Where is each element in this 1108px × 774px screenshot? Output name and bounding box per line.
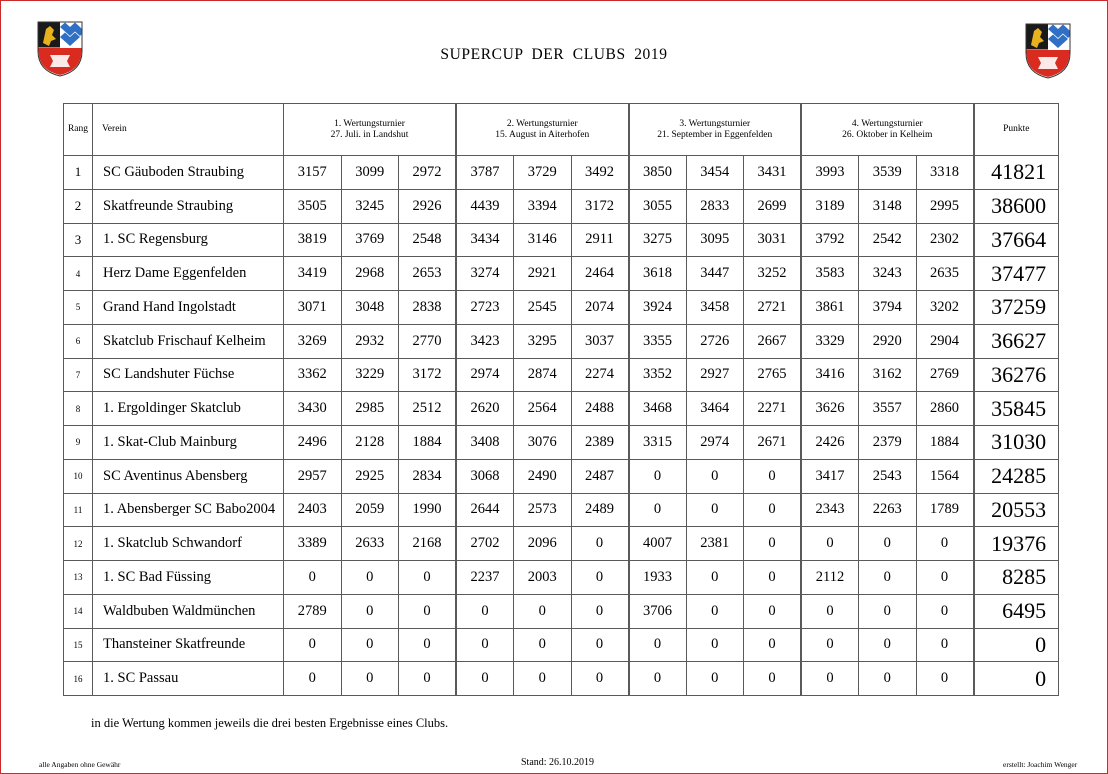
score-cell: 3329	[801, 324, 859, 358]
score-cell: 2381	[686, 527, 744, 561]
points-cell: 37664	[974, 223, 1059, 257]
score-cell: 2464	[571, 257, 629, 291]
score-cell: 2128	[341, 426, 399, 460]
score-cell: 0	[744, 628, 802, 662]
score-cell: 0	[514, 594, 572, 628]
score-cell: 0	[629, 628, 687, 662]
header-tournament	[801, 104, 974, 156]
score-cell: 0	[284, 561, 342, 595]
points-cell: 37477	[974, 257, 1059, 291]
rank-cell: 8	[64, 392, 93, 426]
rank-cell: 12	[64, 527, 93, 561]
tournament-venue: 21. September in Eggenfelden	[657, 129, 773, 140]
tournament-title: 1. Wertungsturnier	[334, 118, 405, 129]
points-cell: 35845	[974, 392, 1059, 426]
score-cell: 3993	[801, 156, 859, 190]
score-cell: 3419	[284, 257, 342, 291]
score-cell: 3819	[284, 223, 342, 257]
score-cell: 2389	[571, 426, 629, 460]
club-cell: 1. Ergoldinger Skatclub	[93, 392, 284, 426]
score-cell: 0	[341, 594, 399, 628]
tournament-title: 4. Wertungsturnier	[851, 118, 923, 129]
score-cell: 0	[744, 561, 802, 595]
table-row	[64, 358, 1059, 392]
table-row	[64, 156, 1059, 190]
score-cell: 0	[399, 594, 457, 628]
score-cell: 2671	[744, 426, 802, 460]
points-cell: 8285	[974, 561, 1059, 595]
club-cell: 1. Skat-Club Mainburg	[93, 426, 284, 460]
tournament-venue: 15. August in Aiterhofen	[495, 129, 590, 140]
club-cell: 1. SC Passau	[93, 662, 284, 696]
score-cell: 2921	[514, 257, 572, 291]
club-cell: Thansteiner Skatfreunde	[93, 628, 284, 662]
score-cell: 2653	[399, 257, 457, 291]
score-cell: 2972	[399, 156, 457, 190]
score-cell: 2620	[456, 392, 514, 426]
club-cell: Waldbuben Waldmünchen	[93, 594, 284, 628]
score-cell: 3048	[341, 291, 399, 325]
rank-cell: 7	[64, 358, 93, 392]
score-cell: 3095	[686, 223, 744, 257]
club-cell: Skatclub Frischauf Kelheim	[93, 324, 284, 358]
table-row	[64, 628, 1059, 662]
score-cell: 2833	[686, 189, 744, 223]
score-cell: 1564	[916, 459, 974, 493]
score-cell: 2059	[341, 493, 399, 527]
club-cell: 1. Skatclub Schwandorf	[93, 527, 284, 561]
score-cell: 3146	[514, 223, 572, 257]
rank-cell: 1	[64, 156, 93, 190]
score-cell: 3729	[514, 156, 572, 190]
score-cell: 3037	[571, 324, 629, 358]
score-cell: 2860	[916, 392, 974, 426]
score-cell: 2548	[399, 223, 457, 257]
score-cell: 0	[571, 594, 629, 628]
score-cell: 0	[629, 459, 687, 493]
rank-cell: 14	[64, 594, 93, 628]
rank-cell: 10	[64, 459, 93, 493]
header-rank: Rang	[64, 104, 93, 156]
score-cell: 2926	[399, 189, 457, 223]
score-cell: 0	[686, 561, 744, 595]
score-cell: 3055	[629, 189, 687, 223]
score-cell: 0	[744, 527, 802, 561]
points-cell: 20553	[974, 493, 1059, 527]
score-cell: 0	[686, 493, 744, 527]
score-cell: 2723	[456, 291, 514, 325]
score-cell: 0	[801, 594, 859, 628]
table-row	[64, 324, 1059, 358]
score-cell: 2512	[399, 392, 457, 426]
score-cell: 3431	[744, 156, 802, 190]
tournament-venue: 27. Juli. in Landshut	[330, 129, 409, 140]
score-cell: 0	[859, 594, 917, 628]
header-points: Punkte	[974, 104, 1059, 156]
score-cell: 3706	[629, 594, 687, 628]
score-cell: 1990	[399, 493, 457, 527]
score-cell: 2925	[341, 459, 399, 493]
score-cell: 2096	[514, 527, 572, 561]
disclaimer: alle Angaben ohne Gewähr	[39, 760, 121, 769]
score-cell: 2487	[571, 459, 629, 493]
club-cell: 1. SC Bad Füssing	[93, 561, 284, 595]
score-cell: 0	[456, 594, 514, 628]
score-cell: 0	[341, 662, 399, 696]
score-cell: 0	[571, 662, 629, 696]
score-cell: 1789	[916, 493, 974, 527]
score-cell: 0	[744, 594, 802, 628]
rank-cell: 13	[64, 561, 93, 595]
score-cell: 0	[284, 662, 342, 696]
score-cell: 2564	[514, 392, 572, 426]
score-cell: 3434	[456, 223, 514, 257]
score-cell: 0	[571, 527, 629, 561]
score-cell: 0	[916, 561, 974, 595]
rank-cell: 4	[64, 257, 93, 291]
score-cell: 0	[399, 561, 457, 595]
score-cell: 2545	[514, 291, 572, 325]
score-cell: 3229	[341, 358, 399, 392]
score-cell: 1884	[916, 426, 974, 460]
score-cell: 0	[744, 459, 802, 493]
score-cell: 3787	[456, 156, 514, 190]
table-row	[64, 662, 1059, 696]
score-cell: 0	[284, 628, 342, 662]
score-cell: 3076	[514, 426, 572, 460]
score-cell: 2995	[916, 189, 974, 223]
score-cell: 3394	[514, 189, 572, 223]
score-cell: 2920	[859, 324, 917, 358]
score-cell: 3794	[859, 291, 917, 325]
score-cell: 2974	[686, 426, 744, 460]
score-cell: 0	[341, 561, 399, 595]
points-cell: 37259	[974, 291, 1059, 325]
points-cell: 36627	[974, 324, 1059, 358]
header-tournament	[629, 104, 802, 156]
score-cell: 3148	[859, 189, 917, 223]
score-cell: 3362	[284, 358, 342, 392]
score-cell: 0	[859, 628, 917, 662]
score-cell: 2426	[801, 426, 859, 460]
score-cell: 2496	[284, 426, 342, 460]
score-cell: 2834	[399, 459, 457, 493]
score-cell: 3157	[284, 156, 342, 190]
score-cell: 2769	[916, 358, 974, 392]
score-cell: 0	[629, 662, 687, 696]
score-cell: 3252	[744, 257, 802, 291]
table-row	[64, 561, 1059, 595]
score-cell: 2168	[399, 527, 457, 561]
score-cell: 3417	[801, 459, 859, 493]
score-cell: 0	[686, 628, 744, 662]
score-cell: 3423	[456, 324, 514, 358]
club-cell: Skatfreunde Straubing	[93, 189, 284, 223]
rank-cell: 16	[64, 662, 93, 696]
score-cell: 2765	[744, 358, 802, 392]
table-row	[64, 223, 1059, 257]
score-cell: 0	[859, 527, 917, 561]
rank-cell: 6	[64, 324, 93, 358]
rank-cell: 9	[64, 426, 93, 460]
points-cell: 19376	[974, 527, 1059, 561]
points-cell: 0	[974, 628, 1059, 662]
table-row	[64, 291, 1059, 325]
rank-cell: 5	[64, 291, 93, 325]
score-cell: 2985	[341, 392, 399, 426]
score-cell: 2542	[859, 223, 917, 257]
score-cell: 0	[744, 662, 802, 696]
table-row	[64, 459, 1059, 493]
score-cell: 3352	[629, 358, 687, 392]
score-cell: 0	[686, 594, 744, 628]
score-cell: 0	[916, 628, 974, 662]
score-cell: 3464	[686, 392, 744, 426]
score-cell: 3850	[629, 156, 687, 190]
points-cell: 0	[974, 662, 1059, 696]
score-cell: 3626	[801, 392, 859, 426]
tournament-title: 3. Wertungsturnier	[679, 118, 751, 129]
points-cell: 38600	[974, 189, 1059, 223]
score-cell: 0	[571, 561, 629, 595]
score-cell: 2635	[916, 257, 974, 291]
score-cell: 0	[629, 493, 687, 527]
club-cell: SC Gäuboden Straubing	[93, 156, 284, 190]
score-cell: 1884	[399, 426, 457, 460]
score-cell: 3468	[629, 392, 687, 426]
score-cell: 2726	[686, 324, 744, 358]
score-cell: 0	[456, 628, 514, 662]
score-cell: 2403	[284, 493, 342, 527]
score-cell: 0	[399, 628, 457, 662]
score-cell: 0	[916, 594, 974, 628]
club-cell: SC Aventinus Abensberg	[93, 459, 284, 493]
score-cell: 0	[859, 662, 917, 696]
table-header-row	[64, 104, 1059, 156]
score-cell: 3245	[341, 189, 399, 223]
score-cell: 3583	[801, 257, 859, 291]
score-cell: 2644	[456, 493, 514, 527]
rank-cell: 2	[64, 189, 93, 223]
club-cell: 1. SC Regensburg	[93, 223, 284, 257]
table-row	[64, 493, 1059, 527]
score-cell: 2379	[859, 426, 917, 460]
table-row	[64, 527, 1059, 561]
score-cell: 3068	[456, 459, 514, 493]
score-cell: 2721	[744, 291, 802, 325]
rank-cell: 3	[64, 223, 93, 257]
tournament-venue: 26. Oktober in Kelheim	[842, 129, 933, 140]
points-cell: 6495	[974, 594, 1059, 628]
score-cell: 3792	[801, 223, 859, 257]
table-row	[64, 426, 1059, 460]
score-cell: 3618	[629, 257, 687, 291]
score-cell: 2838	[399, 291, 457, 325]
score-cell: 2302	[916, 223, 974, 257]
results-table	[63, 103, 1059, 696]
score-cell: 0	[744, 493, 802, 527]
rank-cell: 15	[64, 628, 93, 662]
score-cell: 2932	[341, 324, 399, 358]
score-cell: 2699	[744, 189, 802, 223]
score-cell: 2904	[916, 324, 974, 358]
score-cell: 2271	[744, 392, 802, 426]
club-cell: 1. Abensberger SC Babo2004	[93, 493, 284, 527]
score-cell: 3458	[686, 291, 744, 325]
score-cell: 0	[859, 561, 917, 595]
score-cell: 3318	[916, 156, 974, 190]
score-cell: 2074	[571, 291, 629, 325]
score-cell: 2489	[571, 493, 629, 527]
score-cell: 2543	[859, 459, 917, 493]
score-cell: 2488	[571, 392, 629, 426]
score-cell: 2573	[514, 493, 572, 527]
score-cell: 3162	[859, 358, 917, 392]
rank-cell: 11	[64, 493, 93, 527]
points-cell: 24285	[974, 459, 1059, 493]
table-row	[64, 392, 1059, 426]
score-cell: 3172	[399, 358, 457, 392]
club-cell: Grand Hand Ingolstadt	[93, 291, 284, 325]
score-cell: 3189	[801, 189, 859, 223]
score-cell: 3505	[284, 189, 342, 223]
table-row	[64, 189, 1059, 223]
score-cell: 3408	[456, 426, 514, 460]
score-cell: 2263	[859, 493, 917, 527]
score-cell: 3031	[744, 223, 802, 257]
score-cell: 3275	[629, 223, 687, 257]
score-cell: 3416	[801, 358, 859, 392]
score-cell: 1933	[629, 561, 687, 595]
score-cell: 3557	[859, 392, 917, 426]
score-cell: 3315	[629, 426, 687, 460]
table-row	[64, 257, 1059, 291]
score-cell: 3539	[859, 156, 917, 190]
header-club: Verein	[93, 104, 284, 156]
score-cell: 2702	[456, 527, 514, 561]
score-cell: 3492	[571, 156, 629, 190]
score-cell: 2667	[744, 324, 802, 358]
score-cell: 3924	[629, 291, 687, 325]
table-row	[64, 594, 1059, 628]
score-cell: 3274	[456, 257, 514, 291]
club-cell: SC Landshuter Füchse	[93, 358, 284, 392]
score-cell: 2968	[341, 257, 399, 291]
score-cell: 0	[916, 662, 974, 696]
score-cell: 3172	[571, 189, 629, 223]
score-cell: 4007	[629, 527, 687, 561]
page-title: SUPERCUP DER CLUBS 2019	[440, 46, 668, 63]
score-cell: 0	[686, 662, 744, 696]
score-cell: 0	[456, 662, 514, 696]
score-cell: 4439	[456, 189, 514, 223]
header-tournament	[456, 104, 629, 156]
score-cell: 3071	[284, 291, 342, 325]
score-cell: 2003	[514, 561, 572, 595]
score-cell: 0	[686, 459, 744, 493]
score-cell: 3430	[284, 392, 342, 426]
score-cell: 0	[341, 628, 399, 662]
club-cell: Herz Dame Eggenfelden	[93, 257, 284, 291]
score-cell: 3861	[801, 291, 859, 325]
points-cell: 41821	[974, 156, 1059, 190]
score-cell: 3202	[916, 291, 974, 325]
score-cell: 0	[801, 628, 859, 662]
score-cell: 3355	[629, 324, 687, 358]
score-cell: 3099	[341, 156, 399, 190]
score-cell: 3447	[686, 257, 744, 291]
score-cell: 2789	[284, 594, 342, 628]
status-date: Stand: 26.10.2019	[521, 757, 595, 768]
score-cell: 0	[801, 662, 859, 696]
points-cell: 31030	[974, 426, 1059, 460]
score-cell: 2957	[284, 459, 342, 493]
score-cell: 3243	[859, 257, 917, 291]
score-cell: 2237	[456, 561, 514, 595]
score-cell: 0	[514, 628, 572, 662]
score-cell: 3769	[341, 223, 399, 257]
score-cell: 3389	[284, 527, 342, 561]
score-cell: 2927	[686, 358, 744, 392]
score-cell: 2633	[341, 527, 399, 561]
score-cell: 2343	[801, 493, 859, 527]
score-cell: 2274	[571, 358, 629, 392]
score-cell: 0	[916, 527, 974, 561]
author: erstellt: Joachim Wenger	[1003, 760, 1078, 769]
tournament-title: 2. Wertungsturnier	[506, 118, 578, 129]
score-cell: 0	[571, 628, 629, 662]
score-cell: 3269	[284, 324, 342, 358]
score-cell: 2490	[514, 459, 572, 493]
score-cell: 3454	[686, 156, 744, 190]
score-cell: 3295	[514, 324, 572, 358]
score-cell: 2911	[571, 223, 629, 257]
score-cell: 0	[514, 662, 572, 696]
score-cell: 0	[801, 527, 859, 561]
score-cell: 2770	[399, 324, 457, 358]
score-cell: 2874	[514, 358, 572, 392]
score-cell: 0	[399, 662, 457, 696]
points-cell: 36276	[974, 358, 1059, 392]
header-tournament	[284, 104, 457, 156]
scoring-note: in die Wertung kommen jeweils die drei besten Ergebnisse eines Clubs.	[91, 716, 449, 730]
score-cell: 2112	[801, 561, 859, 595]
score-cell: 2974	[456, 358, 514, 392]
